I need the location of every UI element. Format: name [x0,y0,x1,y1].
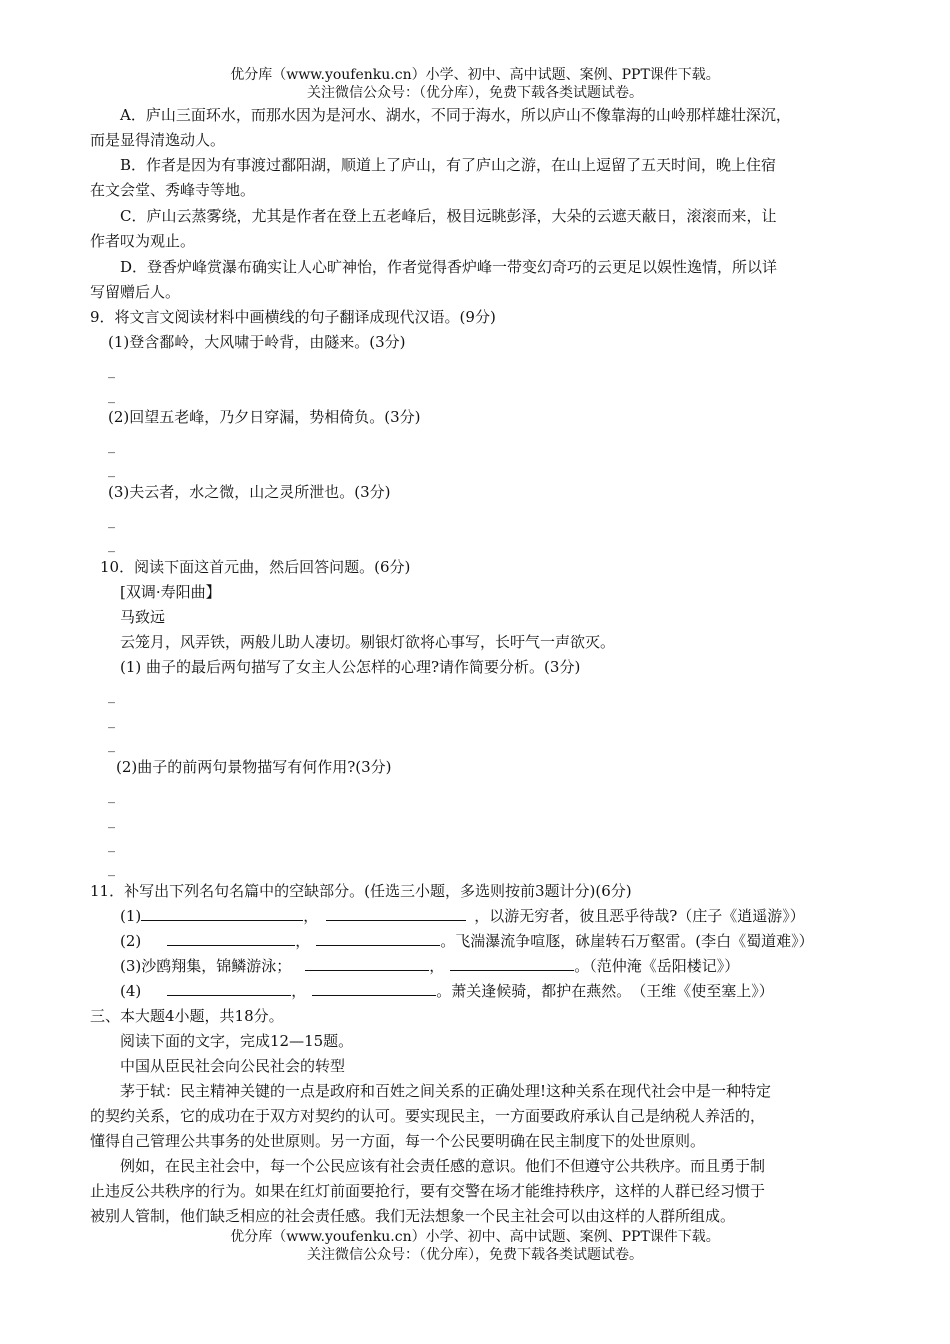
q9-sentence-1: (1)登含鄱岭，大风啸于岭背，由隧来。(3分) [108,333,406,351]
answer-line[interactable]: _ [108,513,115,529]
comma: ， [291,982,307,1000]
q11-item-4-tail: 。萧关逢候骑，都护在燕然。 （王维《使至塞上》） [436,982,774,1000]
header-line-1: 优分库（www.youfenku.cn）小学、初中、高中试题、案例、PPT课件下载。 [230,67,720,83]
q11-item-3-tail: 。（范仲淹《岳阳楼记》） [574,957,740,975]
fill-blank[interactable] [450,956,574,971]
answer-line[interactable]: _ [108,713,115,729]
fill-blank[interactable] [141,906,303,921]
q11-item-2-tail: 。飞湍瀑流争喧豗，砯崖转石万壑雷。(李白《蜀道难》） [440,932,814,950]
comma: ， [295,932,311,950]
q8-option-c-line-2: 作者叹为观止。 [90,232,196,250]
fill-blank[interactable] [326,906,466,921]
q11-item-4-number: (4) [120,982,142,1000]
essay-paragraph-2-line-1: 例如，在民主社会中，每一个公民应该有社会责任感的意识。他们不但遵守公共秩序。而且勇于制 [120,1157,766,1175]
q8-option-a-line-2: 而是显得清逸动人。 [90,131,226,149]
fill-blank[interactable] [305,956,429,971]
essay-paragraph-2-line-2: 止违反公共秩序的行为。如果在红灯前面要抢行，要有交警在场才能维持秩序，这样的人群已经习惯于 [90,1182,766,1200]
q8-option-c-line-1: C．庐山云蒸雾绕，尤其是作者在登上五老峰后，极目远眺彭泽，大朵的云遮天蔽日，滚滚而来，让 [120,207,777,225]
q8-option-a-line-1: A．庐山三面环水，而那水因为是河水、湖水，不同于海水，所以庐山不像靠海的山岭那样雄壮深沉， [120,106,791,124]
q11-stem: 11．补写出下列名句名篇中的空缺部分。(任选三小题，多选则按前3题计分)(6分) [90,882,632,900]
q9-stem: 9．将文言文阅读材料中画横线的句子翻译成现代汉语。(9分) [90,308,496,326]
answer-line[interactable]: _ [108,363,115,379]
q11-item-2-number: (2) [120,932,142,950]
comma: ， [429,957,445,975]
essay-paragraph-1-line-2: 的契约关系，它的成功在于双方对契约的认可。要实现民主，一方面要政府承认自己是纳税人养活的， [90,1107,766,1125]
q9-sentence-2: (2)回望五老峰，乃夕日穿漏，势相倚负。(3分) [108,408,421,426]
answer-line[interactable]: _ [108,388,115,404]
essay-title: 中国从臣民社会向公民社会的转型 [120,1057,346,1075]
comma: ， [303,907,319,925]
essay-paragraph-1-line-1: 茅于轼：民主精神关键的一点是政府和百姓之间关系的正确处理!这种关系在现代社会中是一种特定 [120,1082,772,1100]
fill-blank[interactable] [167,981,291,996]
q10-sub-question-1: (1) 曲子的最后两句描写了女主人公怎样的心理?请作简要分析。(3分) [120,658,581,676]
footer-line-1: 优分库（www.youfenku.cn）小学、初中、高中试题、案例、PPT课件下载。 [230,1229,720,1245]
fill-blank[interactable] [167,931,295,946]
fill-blank[interactable] [312,981,436,996]
q8-option-d-line-1: D．登香炉峰赏瀑布确实让人心旷神怡，作者觉得香炉峰一带变幻奇巧的云更足以娱性逸情，所以详 [120,258,778,276]
section-3-title: 三、本大题4小题，共18分。 [90,1007,284,1025]
footer-line-2: 关注微信公众号：（优分库），免费下载各类试题试卷。 [307,1247,643,1263]
q11-item-4 [120,980,774,1002]
q10-poem-author: 马致远 [120,608,166,626]
answer-line[interactable]: _ [108,438,115,454]
q10-stem: 10．阅读下面这首元曲，然后回答问题。(6分) [100,558,411,576]
q8-option-d-line-2: 写留赠后人。 [90,283,181,301]
q10-sub-question-2: (2)曲子的前两句景物描写有何作用?(3分) [116,758,392,776]
essay-paragraph-1-line-3: 懂得自己管理公共事务的处世原则。另一方面，每一个公民要明确在民主制度下的处世原则。 [90,1132,706,1150]
answer-line[interactable]: _ [108,861,115,877]
q11-item-2 [120,930,814,952]
fill-blank[interactable] [316,931,440,946]
q10-poem-title: [双调·寿阳曲】 [120,583,221,601]
q11-item-1-tail: ，以游无穷者，彼且恶乎待哉?（庄子《逍遥游》） [474,907,805,925]
answer-line[interactable]: _ [108,688,115,704]
header-line-2: 关注微信公众号：（优分库），免费下载各类试题试卷。 [307,85,643,101]
q8-option-b-line-2: 在文会堂、秀峰寺等地。 [90,181,256,199]
q8-option-b-line-1: B．作者是因为有事渡过鄱阳湖，顺道上了庐山，有了庐山之游，在山上逗留了五天时间，晚上住宿 [120,156,777,174]
section-3-intro: 阅读下面的文字，完成12—15题。 [120,1032,354,1050]
q11-item-1-number: (1) [120,907,142,925]
q9-sentence-3: (3)夫云者，水之微，山之灵所泄也。(3分) [108,483,391,501]
answer-line[interactable]: _ [108,837,115,853]
q11-item-3-number: (3)沙鸥翔集，锦鳞游泳； [120,957,292,975]
q11-item-3 [120,955,739,977]
answer-line[interactable]: _ [108,813,115,829]
q11-item-1 [120,905,805,927]
q10-poem-text: 云笼月，风弄铁，两般儿助人凄切。剔银灯欲将心事写，长吁气一声欲灭。 [120,633,616,651]
answer-line[interactable]: _ [108,537,115,553]
answer-line[interactable]: _ [108,737,115,753]
answer-line[interactable]: _ [108,462,115,478]
answer-line[interactable]: _ [108,788,115,804]
essay-paragraph-2-line-3: 被别人管制，他们缺乏相应的社会责任感。我们无法想象一个民主社会可以由这样的人群所组成。 [90,1207,736,1225]
